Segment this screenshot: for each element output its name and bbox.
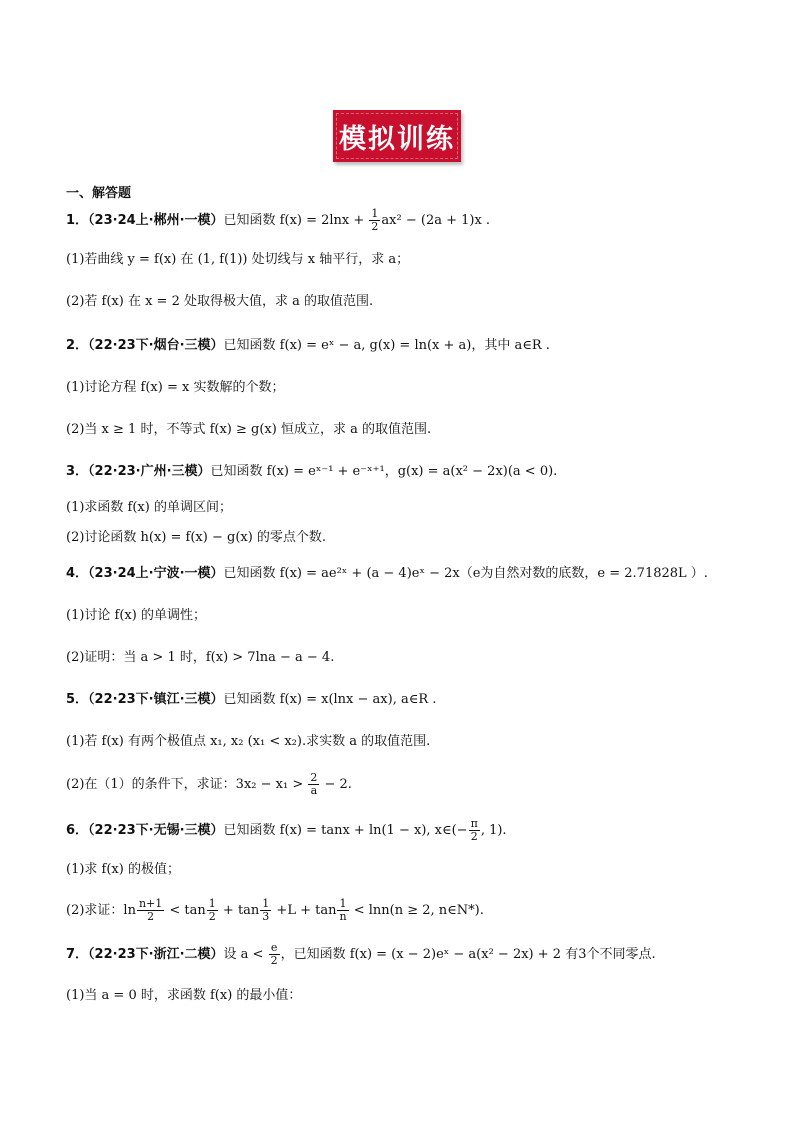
fraction: $\frac{1}{3}$ <box>262 897 270 923</box>
question-4-part-1: (1)讨论 f(x) 的单调性； <box>66 608 206 623</box>
question-1-stem: 1．（23·24上·郴州·一模）已知函数 f(x) = 2lnx + $\frac{1}{2}$ ax² − (2a + 1)x . <box>66 207 491 233</box>
question-5-stem: 5．（22·23下·镇江·三模）已知函数 f(x) = x(lnx − ax), a∈R . <box>66 692 437 707</box>
question-2-part-2: (2)当 x ≥ 1 时，不等式 f(x) ≥ g(x) 恒成立，求 a 的取值范围. <box>66 422 432 437</box>
question-1-part-1: (1)若曲线 y = f(x) 在 (1, f(1)) 处切线与 x 轴平行，求 a； <box>66 252 410 267</box>
question-6-part-2: (2)求证：ln $\frac{n+1}{2}$ < tan $\frac{1}{2}$ + tan $\frac{1}{3}$ +L + tan $\frac{1}{n}$ < lnn(n ≥ 2, n∈N*). <box>66 897 484 923</box>
question-4-part-2: (2)证明：当 a > 1 时，f(x) > 7lna − a − 4. <box>66 650 335 665</box>
fraction: $\frac{n+1}{2}$ <box>138 897 163 923</box>
fraction: $\frac{\pi}{2}$ <box>470 817 478 843</box>
question-7-part-1: (1)当 a = 0 时，求函数 f(x) 的最小值： <box>66 988 302 1003</box>
fraction: $\frac{1}{2}$ <box>371 207 379 233</box>
fraction: $\frac{2}{a}$ <box>310 771 318 797</box>
question-3-part-1: (1)求函数 f(x) 的单调区间； <box>66 500 232 515</box>
section-heading: 一、解答题 <box>66 186 132 201</box>
banner-title: 模拟训练 <box>339 123 455 155</box>
fraction: $\frac{1}{n}$ <box>339 897 347 923</box>
question-2-stem: 2．（22·23下·烟台·三模）已知函数 f(x) = eˣ − a, g(x) = ln(x + a)，其中 a∈R . <box>66 338 550 353</box>
question-2-part-1: (1)讨论方程 f(x) = x 实数解的个数； <box>66 380 285 395</box>
question-3-part-2: (2)讨论函数 h(x) = f(x) − g(x) 的零点个数. <box>66 530 327 545</box>
title-banner <box>333 110 461 162</box>
question-5-part-2: (2)在（1）的条件下，求证：3x₂ − x₁ > $\frac{2}{a}$ − 2. <box>66 771 352 797</box>
question-3-stem: 3．（22·23·广州·三模）已知函数 f(x) = eˣ⁻¹ + e⁻ˣ⁺¹，g(x) = a(x² − 2x)(a < 0). <box>66 464 558 479</box>
fraction: $\frac{e}{2}$ <box>270 941 278 967</box>
question-4-stem: 4．（23·24上·宁波·一模）已知函数 f(x) = ae²ˣ + (a − 4)eˣ − 2x（e为自然对数的底数，e = 2.71828L ）. <box>66 566 708 581</box>
question-6-part-1: (1)求 f(x) 的极值； <box>66 862 180 877</box>
fraction: $\frac{1}{2}$ <box>208 897 216 923</box>
question-6-stem: 6．（22·23下·无锡·三模）已知函数 f(x) = tanx + ln(1 − x), x∈(− $\frac{\pi}{2}$ , 1). <box>66 817 507 843</box>
question-7-stem: 7．（22·23下·浙江·二模）设 a < $\frac{e}{2}$ ，已知函数 f(x) = (x − 2)eˣ − a(x² − 2x) + 2 有3个不同零点. <box>66 941 656 967</box>
question-1-part-2: (2)若 f(x) 在 x = 2 处取得极大值，求 a 的取值范围. <box>66 294 374 309</box>
question-5-part-1: (1)若 f(x) 有两个极值点 x₁, x₂ (x₁ < x₂).求实数 a 的取值范围. <box>66 734 431 749</box>
